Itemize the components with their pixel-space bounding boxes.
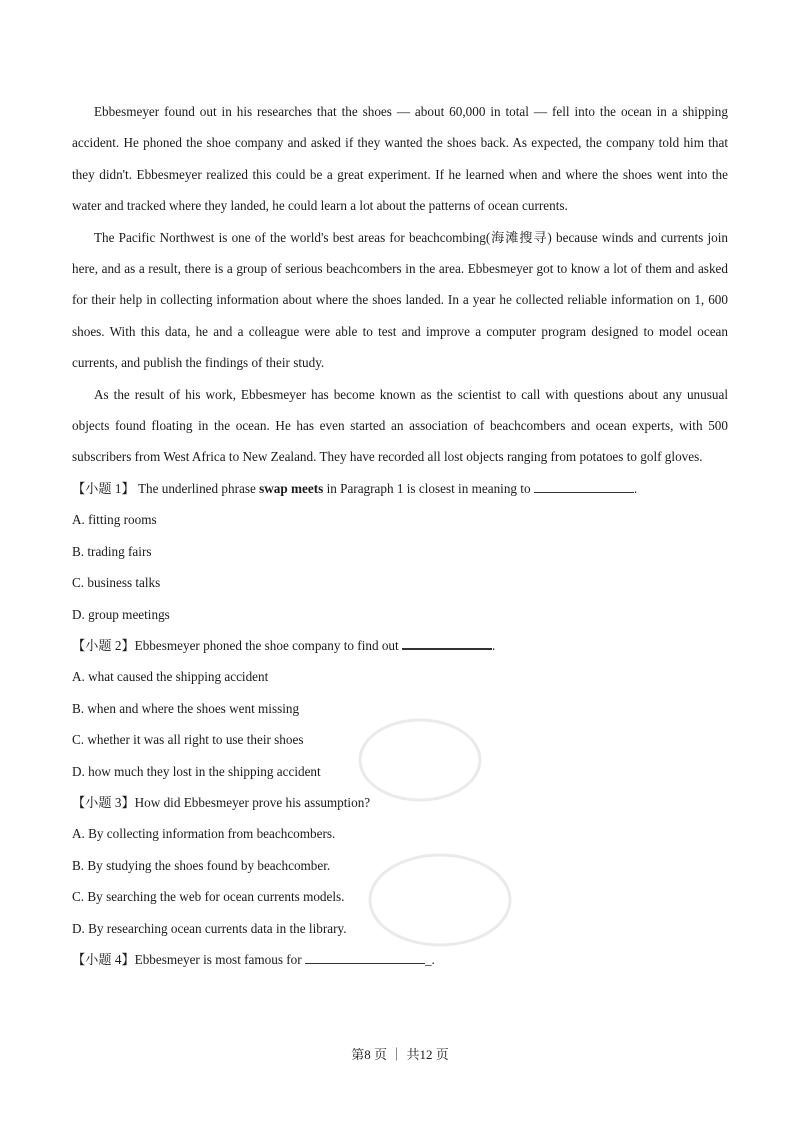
question-1-stem-pre: The underlined phrase [134,480,260,496]
question-3-option-c[interactable]: C. By searching the web for ocean currents models. [72,889,345,905]
question-3-tag: 【小题 3】 [72,794,135,810]
question-1-option-b[interactable]: B. trading fairs [72,543,152,559]
question-4-tag: 【小题 4】 [72,951,135,967]
question-4 [72,944,728,975]
question-3-option-a[interactable]: A. By collecting information from beachcombers. [72,826,336,842]
question-4-end: _. [424,951,435,967]
question-1-stem-bold: swap meets [259,480,324,496]
question-2-tag: 【小题 2】 [72,637,135,653]
passage-paragraph-1: Ebbesmeyer found out in his researches that the shoes — about 60,000 in total — fell into the ocean in a shipping accident. He phoned the shoe company and asked if they wanted the shoes back. As expected, the company told him that they didn't. Ebbesmeyer realized this could be a great experiment. If he learned when and where the shoes went into the water and tracked where they landed, he could learn a lot about the patterns of ocean currents. [72,104,728,214]
question-1-end: . [633,480,638,496]
question-1-answer-blank[interactable] [534,480,634,493]
question-2-answer-blank[interactable] [402,636,492,650]
question-4-answer-blank[interactable] [305,951,425,964]
question-2-option-d[interactable]: D. how much they lost in the shipping accident [72,763,321,779]
passage-paragraph-2: The Pacific Northwest is one of the world's best areas for beachcombing(海滩搜寻) because winds and currents join here, and as a result, there is a group of serious beachcombers in the area. Ebbesmeyer got to know a lot of them and asked for their help in collecting information about where the shoes landed. In a year he collected reliable information on 1, 600 shoes. With this data, he and a colleague were able to test and improve a computer program designed to model ocean currents, and publish the findings of their study. [72,229,728,371]
question-4-stem: Ebbesmeyer is most famous for [134,951,305,967]
question-3-option-b[interactable]: B. By studying the shoes found by beachcomber. [72,857,331,873]
question-3-stem: How did Ebbesmeyer prove his assumption? [134,794,371,810]
document-page [72,96,728,975]
question-3 [72,787,728,818]
question-2 [72,630,728,661]
question-2-option-a[interactable]: A. what caused the shipping accident [72,669,269,685]
question-2-stem: Ebbesmeyer phoned the shoe company to find out [134,637,402,653]
question-1-option-a[interactable]: A. fitting rooms [72,512,157,528]
question-1-option-c[interactable]: C. business talks [72,575,161,591]
question-1-option-d[interactable]: D. group meetings [72,606,170,622]
question-1-tag: 【小题 1】 [72,480,135,496]
question-2-option-b[interactable]: B. when and where the shoes went missing [72,700,300,716]
question-1 [72,473,728,504]
page-footer: 第8 页 ｜ 共12 页 [351,1047,449,1062]
question-2-option-c[interactable]: C. whether it was all right to use their shoes [72,732,304,748]
passage-paragraph-3: As the result of his work, Ebbesmeyer has become known as the scientist to call with questions about any unusual objects found floating in the ocean. He has even started an association of beachcombers and ocean experts, with 500 subscribers from West Africa to New Zealand. They have recorded all lost objects ranging from potatoes to golf gloves. [72,386,728,465]
question-1-stem-post: in Paragraph 1 is closest in meaning to [323,480,534,496]
question-3-option-d[interactable]: D. By researching ocean currents data in the library. [72,920,347,936]
question-2-end: . [492,637,496,653]
